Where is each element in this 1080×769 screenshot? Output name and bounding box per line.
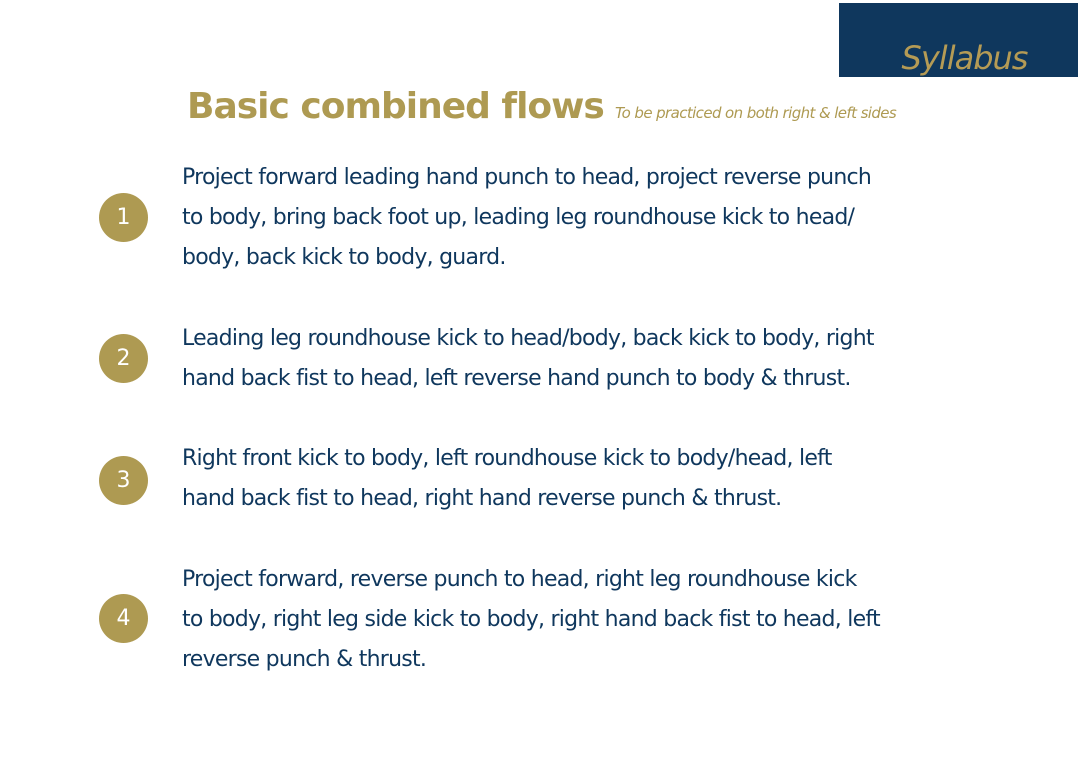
section-heading [187,86,896,127]
flow-description [182,560,982,680]
flow-number-badge: 4 [99,594,148,643]
flow-description-line: body, back kick to body, guard. [182,245,506,270]
flow-description [182,158,982,278]
flow-number-badge: 2 [99,334,148,383]
flow-description [182,439,982,519]
section-subtitle: To be practiced on both right & left sides [614,104,897,122]
flow-description-line: Project forward, reverse punch to head, right leg roundhouse kick [182,567,857,592]
syllabus-tab [839,3,1078,77]
flow-description-line: to body, bring back foot up, leading leg roundhouse kick to head/ [182,205,855,230]
flow-description-line: reverse punch & thrust. [182,647,427,672]
flow-description-line: Right front kick to body, left roundhouse kick to body/head, left [182,446,832,471]
section-title: Basic combined flows [187,86,604,127]
flow-description-line: Leading leg roundhouse kick to head/body, back kick to body, right [182,326,874,351]
flow-number-badge: 1 [99,193,148,242]
flow-description-line: hand back fist to head, right hand reverse punch & thrust. [182,486,782,511]
flow-number-badge: 3 [99,456,148,505]
flow-description [182,319,982,399]
flow-description-line: to body, right leg side kick to body, right hand back fist to head, left [182,607,880,632]
syllabus-tab-label: Syllabus [901,39,1028,77]
flow-description-line: hand back fist to head, left reverse hand punch to body & thrust. [182,366,851,391]
flow-description-line: Project forward leading hand punch to head, project reverse punch [182,165,872,190]
